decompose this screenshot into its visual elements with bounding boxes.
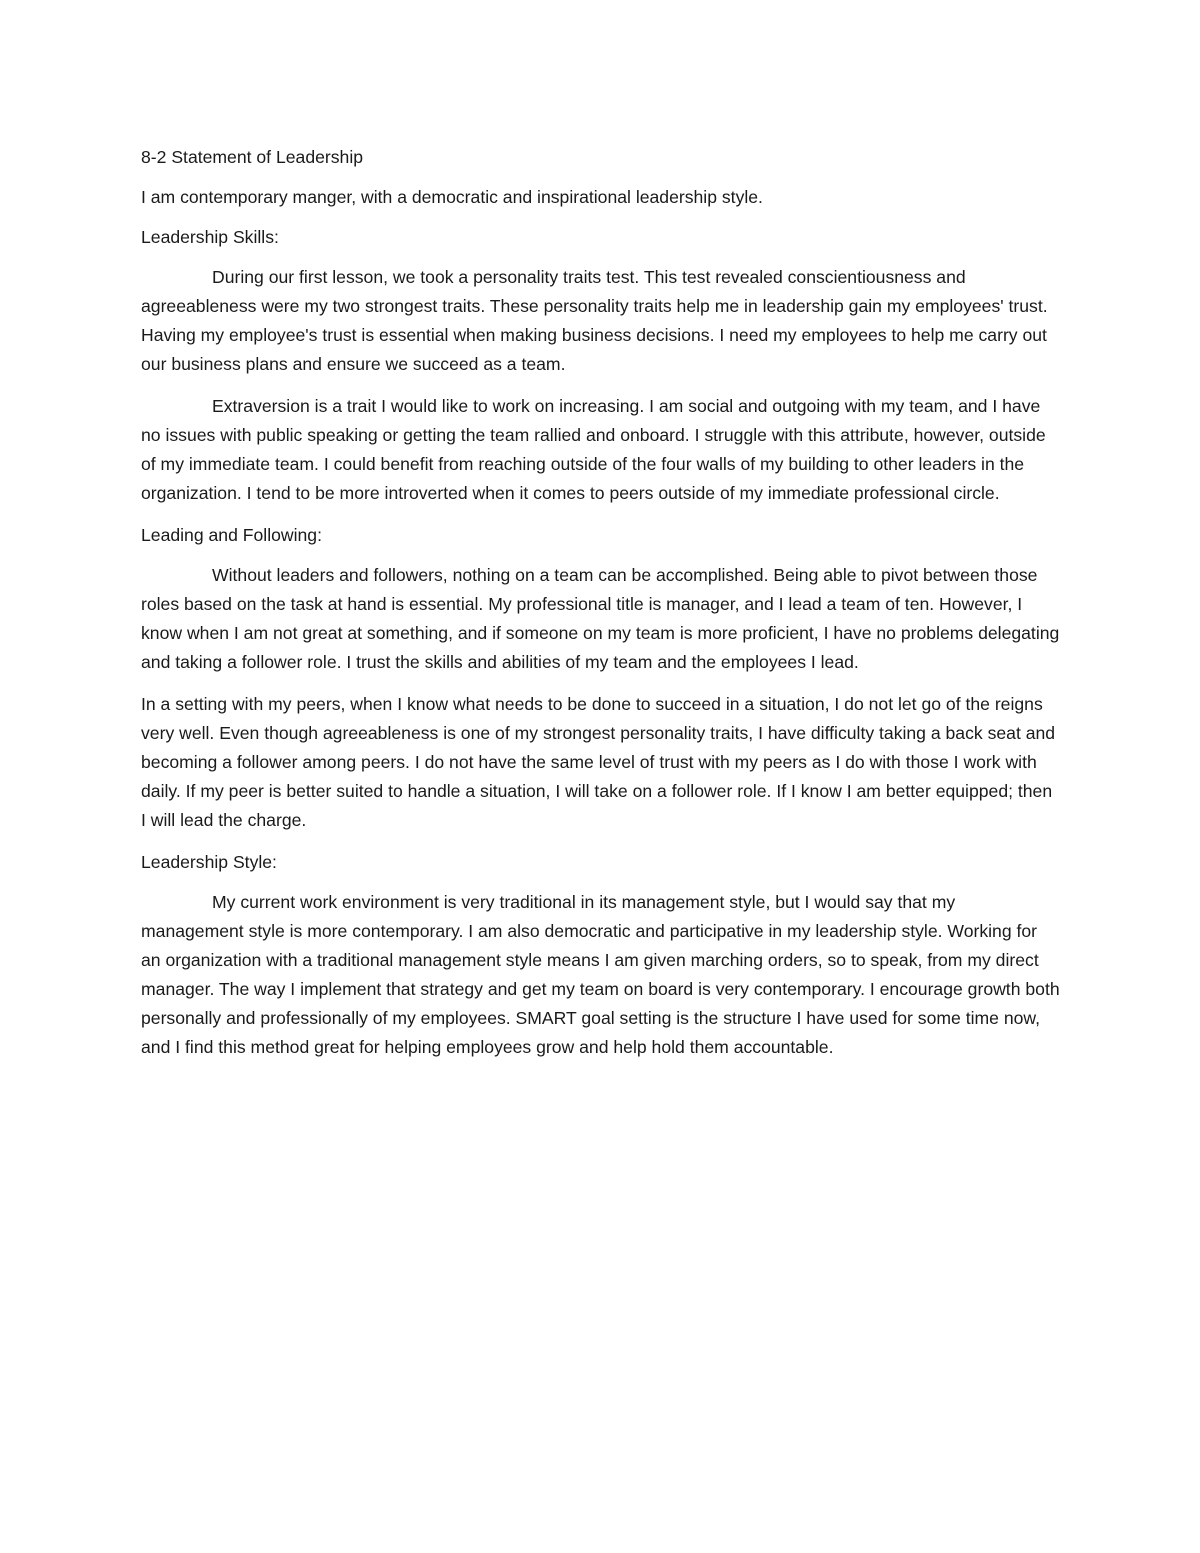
document-body	[141, 143, 1061, 1075]
intro-statement: I am contemporary manger, with a democratic and inspirational leadership style.	[141, 187, 763, 207]
paragraph-peers-setting: In a setting with my peers, when I know what needs to be done to succeed in a situation, I do not let go of the reigns very well. Even though agreeableness is one of my strongest personality traits, I have difficulty taking a back seat and becoming a follower among peers. I do not have the same level of trust with my peers as I do with those I work with daily. If my peer is better suited to handle a situation, I will take on a follower role. If I know I am better equipped; then I will lead the charge.	[141, 694, 1056, 830]
section-heading-leading-following: Leading and Following:	[141, 525, 322, 545]
section-heading-leadership-skills: Leadership Skills:	[141, 227, 279, 247]
paragraph-extraversion: Extraversion is a trait I would like to work on increasing. I am social and outgoing with my team, and I have no issues with public speaking or getting the team rallied and onboard. I struggle with this attribute, however, outside of my immediate team. I could benefit from reaching outside of the four walls of my building to other leaders in the organization. I tend to be more introverted when it comes to peers outside of my immediate professional circle.	[141, 396, 1046, 503]
document-title: 8-2 Statement of Leadership	[141, 147, 364, 167]
paragraph-management-style: My current work environment is very traditional in its management style, but I would say that my management style is more contemporary. I am also democratic and participative in my leadership style. Working for an organization with a traditional management style means I am given marching orders, so to speak, from my direct manager. The way I implement that strategy and get my team on board is very contemporary. I encourage growth both personally and professionally of my employees. SMART goal setting is the structure I have used for some time now, and I find this method great for helping employees grow and help hold them accountable.	[141, 892, 1060, 1057]
paragraph-personality-traits: During our first lesson, we took a personality traits test. This test revealed conscientiousness and agreeableness were my two strongest traits. These personality traits help me in leadership gain my employees' trust. Having my employee's trust is essential when making business decisions. I need my employees to help me carry out our business plans and ensure we succeed as a team.	[141, 267, 1048, 374]
section-heading-leadership-style: Leadership Style:	[141, 852, 277, 872]
paragraph-leaders-followers: Without leaders and followers, nothing on a team can be accomplished. Being able to pivot between those roles based on the task at hand is essential. My professional title is manager, and I lead a team of ten. However, I know when I am not great at something, and if someone on my team is more proficient, I have no problems delegating and taking a follower role. I trust the skills and abilities of my team and the employees I lead.	[141, 565, 1060, 672]
